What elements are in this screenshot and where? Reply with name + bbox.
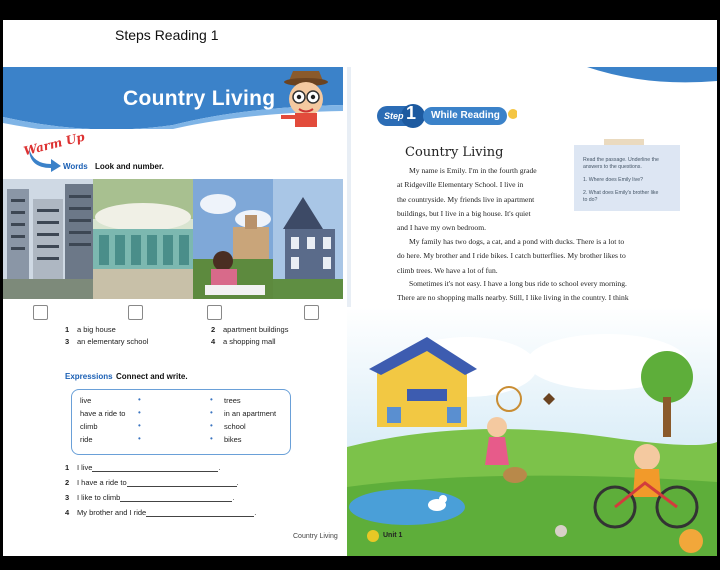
fill-in-line[interactable]: 4 My brother and I ride . (65, 508, 257, 517)
match-dot-right[interactable]: • (210, 421, 213, 430)
photo-elementary-school (193, 179, 275, 299)
photo-apartment-buildings (3, 179, 99, 299)
page-title: Country Living (123, 87, 276, 110)
expressions-label: Expressions (65, 372, 113, 381)
fill-in-line[interactable]: 2 I have a ride to . (65, 478, 239, 487)
match-dot-right[interactable]: • (210, 395, 213, 404)
question-note (574, 145, 680, 211)
photo-shopping-mall (93, 179, 193, 299)
story-paragraph-3: Sometimes it's not easy. I have a long bus ride to school every morning. There are no shopping malls nearby. Still, I like living in the country. I think (397, 279, 629, 303)
left-page (3, 67, 343, 556)
match-dot-left[interactable]: • (138, 434, 141, 443)
photo-big-house (273, 179, 343, 299)
match-dot-left[interactable]: • (138, 421, 141, 430)
expressions-instruction: Connect and write. (116, 372, 188, 381)
answer-box-3[interactable] (207, 305, 222, 320)
story-title: Country Living (405, 145, 504, 160)
answer-box-4[interactable] (304, 305, 319, 320)
right-page-footer: Unit 1 (383, 532, 403, 539)
fill-in-line[interactable]: 3 I like to climb . (65, 493, 235, 502)
match-left-item: have a ride to (80, 409, 126, 418)
note-question-2: 2. What does Emily's brother like to do? (583, 190, 659, 203)
match-left-item: climb (80, 422, 98, 431)
match-dot-left[interactable]: • (138, 408, 141, 417)
book-spread (3, 20, 717, 556)
match-dot-left[interactable]: • (138, 395, 141, 404)
vocab-item: 2 apartment buildings (211, 325, 289, 334)
story-paragraph-2: My family has two dogs, a cat, and a pond with ducks. There is a lot to do here. My brother and I ride bikes. I catch butterflies. My brother likes to climb trees. We have a lot of fun. (397, 237, 626, 275)
vocab-item: 1 a big house (65, 325, 116, 334)
answer-box-2[interactable] (128, 305, 143, 320)
left-page-footer: Country Living (293, 533, 338, 540)
match-left-item: live (80, 396, 92, 405)
match-right-item: in an apartment (224, 409, 277, 418)
answer-box-1[interactable] (33, 305, 48, 320)
match-right-item: school (224, 422, 246, 431)
warm-up-label: Warm Up (22, 129, 87, 159)
step-name: While Reading (431, 110, 500, 121)
match-box (71, 389, 291, 455)
story-paragraph-1: My name is Emily. I'm in the fourth grade at Ridgeville Elementary School. I live in the countryside. My friends live in apartment buildings, but I live in a big house. It's quiet and I have my own bedroom. (397, 166, 537, 233)
match-dot-right[interactable]: • (210, 434, 213, 443)
story-illustration (347, 307, 717, 556)
match-right-item: trees (224, 396, 241, 405)
words-label: Words (63, 162, 88, 171)
document-title: Steps Reading 1 (115, 27, 219, 43)
match-left-item: ride (80, 435, 93, 444)
step-label: Step (384, 111, 404, 121)
step-number: 1 (406, 103, 417, 123)
mascot-illustration (275, 69, 337, 129)
note-question-1: 1. Where does Emily live? (583, 177, 643, 183)
right-page (347, 67, 717, 556)
vocab-item: 4 a shopping mall (211, 337, 276, 346)
note-instruction: Read the passage. Underline the answers to the questions. (583, 157, 659, 170)
vocab-item: 3 an elementary school (65, 337, 149, 346)
match-right-item: bikes (224, 435, 242, 444)
unit-marker (367, 530, 379, 542)
words-instruction: Look and number. (95, 162, 164, 171)
fill-in-line[interactable]: 1 I live . (65, 463, 221, 472)
match-dot-right[interactable]: • (210, 408, 213, 417)
